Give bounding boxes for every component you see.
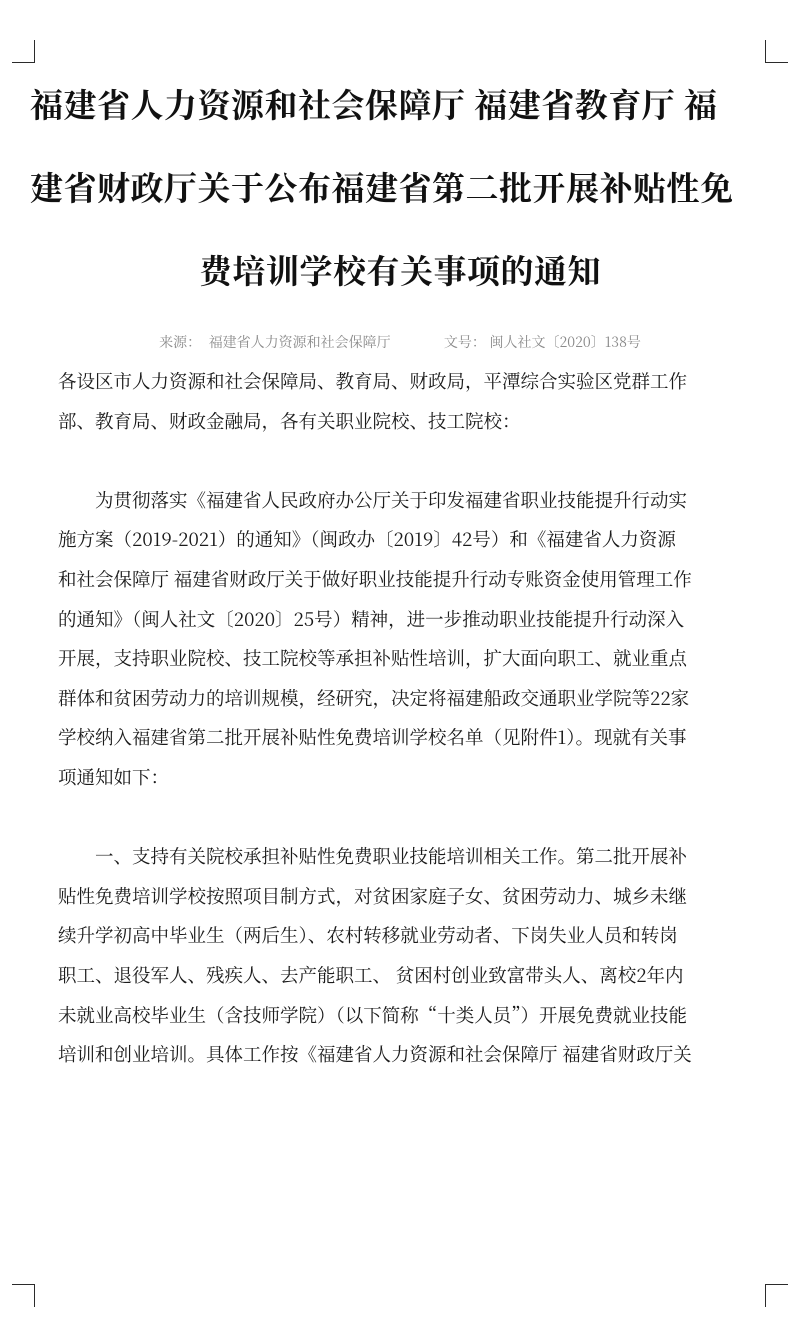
document-meta: [0, 332, 800, 352]
title-line-1: 福建省人力资源和社会保障厅 福建省教育厅 福: [30, 80, 718, 127]
crop-mark-top-right: [765, 40, 788, 63]
paragraph-line: 开展，支持职业院校、技工院校等承担补贴性培训，扩大面向职工、就业重点: [58, 645, 688, 672]
title-line-3: 费培训学校有关事项的通知: [199, 246, 601, 293]
paragraph-line: 职工、退役军人、残疾人、去产能职工、 贫困村创业致富带头人、离校2年内: [58, 961, 684, 988]
source-value: 福建省人力资源和社会保障厅: [208, 332, 391, 352]
crop-mark-top-left: [12, 40, 35, 63]
title-line-2: 建省财政厅关于公布福建省第二批开展补贴性免: [30, 163, 734, 210]
paragraph-line: 贴性免费培训学校按照项目制方式，对贫困家庭子女、贫困劳动力、城乡未继: [58, 882, 688, 909]
paragraph-2: [58, 837, 768, 1075]
paragraph-line: 未就业高校毕业生（含技师学院）（以下简称“十类人员”）开展免费就业技能: [58, 1001, 688, 1028]
paragraph-line: 群体和贫困劳动力的培训规模，经研究，决定将福建船政交通职业学院等22家: [58, 684, 690, 711]
addressee: [58, 362, 768, 441]
doc-number-label: 文号：: [443, 332, 486, 352]
crop-mark-bottom-left: [12, 1284, 35, 1307]
document-title: [30, 62, 770, 311]
paragraph-line: 学校纳入福建省第二批开展补贴性免费培训学校名单（见附件1）。现就有关事: [58, 724, 687, 751]
paragraph-line: 培训和创业培训。具体工作按《福建省人力资源和社会保障厅 福建省财政厅关: [58, 1041, 692, 1068]
document-body: [58, 362, 768, 1075]
paragraph-line: 项通知如下：: [58, 763, 170, 790]
paragraph-line: 的通知》（闽人社文〔2020〕25号）精神，进一步推动职业技能提升行动深入: [58, 605, 685, 632]
paragraph-line: 一、支持有关院校承担补贴性免费职业技能培训相关工作。第二批开展补: [95, 843, 688, 870]
paragraph-line: 续升学初高中毕业生（两后生）、农村转移就业劳动者、下岗失业人员和转岗: [58, 922, 678, 949]
paragraph-line: 施方案（2019-2021）的通知》（闽政办〔2019〕42号）和《福建省人力资源: [58, 526, 676, 553]
source-label: 来源：: [159, 332, 202, 352]
doc-number-value: 闽人社文〔2020〕138号: [489, 332, 641, 352]
crop-mark-bottom-right: [765, 1284, 788, 1307]
paragraph-line: 为贯彻落实《福建省人民政府办公厅关于印发福建省职业技能提升行动实: [95, 486, 688, 513]
addressee-line: 部、教育局、财政金融局，各有关职业院校、技工院校：: [58, 407, 521, 434]
paragraph-line: 和社会保障厅 福建省财政厅关于做好职业技能提升行动专账资金使用管理工作: [58, 565, 692, 592]
paragraph-1: [58, 481, 768, 798]
addressee-line: 各设区市人力资源和社会保障局、教育局、财政局，平潭综合实验区党群工作: [58, 368, 688, 394]
